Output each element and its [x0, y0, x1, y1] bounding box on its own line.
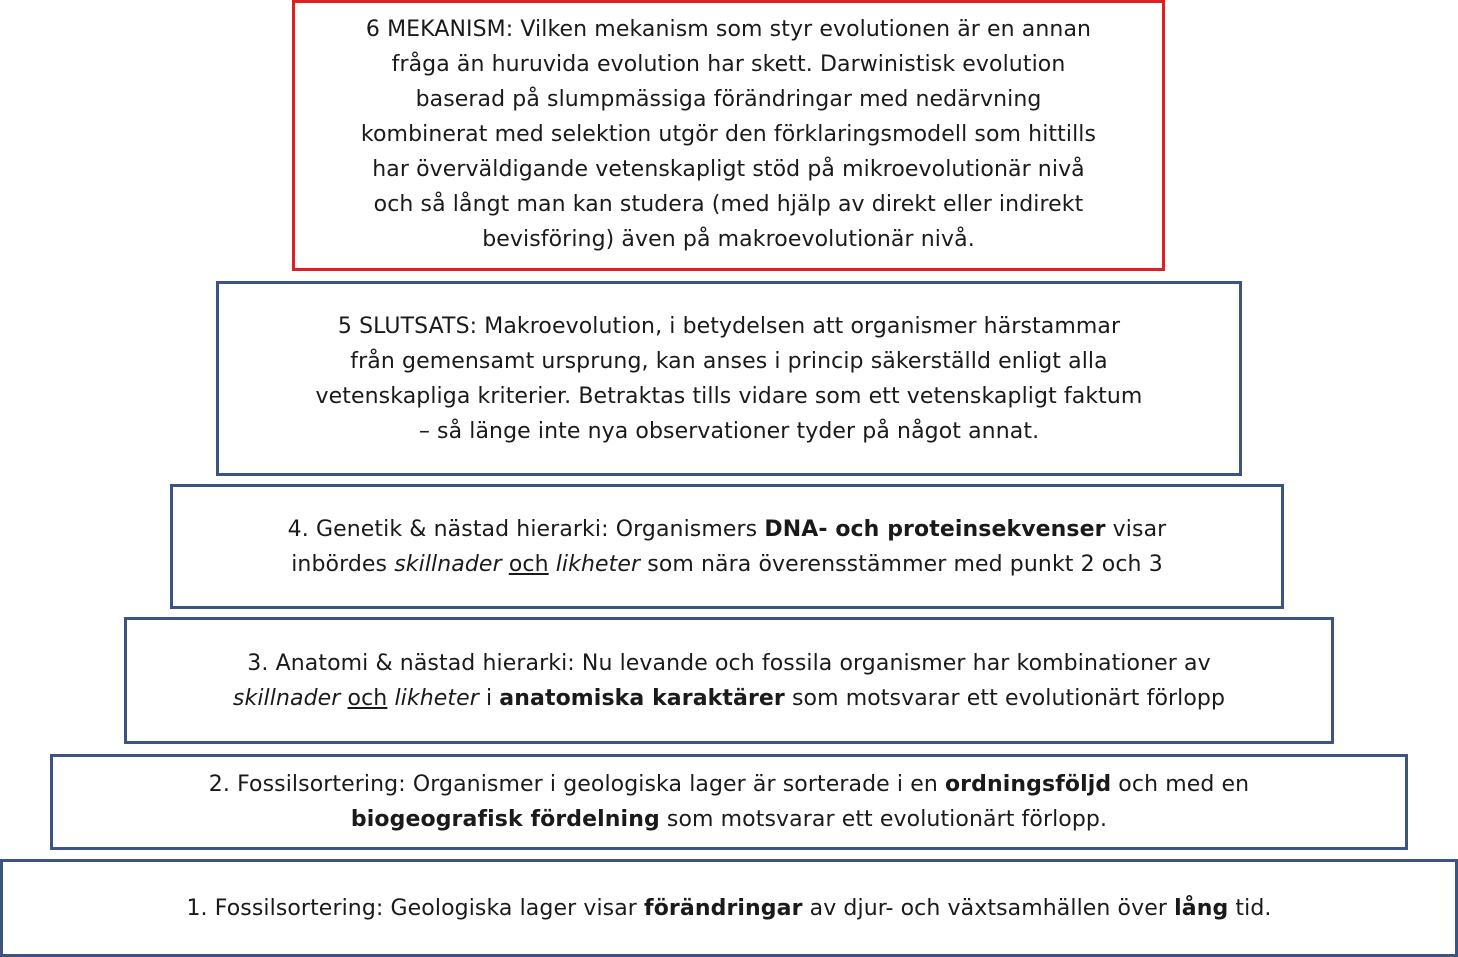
pyramid-level-4-genetik [170, 484, 1284, 609]
level-5-text: 5 SLUTSATS: Makroevolution, i betydelsen att organismer härstammar från gemensamt ursprung, kan anses i princip säkerställd enligt alla vetenskapliga kriterier. Betraktas tills vidare som ett vetenskapligt faktum – så länge inte nya observationer tyder på något annat. [315, 313, 1143, 444]
pyramid-level-1-fossilsortering [0, 859, 1458, 957]
pyramid-level-5-slutsats [216, 281, 1242, 476]
level-3-text: 3. Anatomi & nästad hierarki: Nu levande och fossila organismer har kombinationer av skillnader och likheter i anatomiska karaktärer som motsvarar ett evolutionärt förlopp [232, 650, 1226, 711]
level-2-text: 2. Fossilsortering: Organismer i geologiska lager är sorterade i en ordningsföljd och med en biogeografisk fördelning som motsvarar ett evolutionärt förlopp. [208, 772, 1250, 832]
level-1-text: 1. Fossilsortering: Geologiska lager visar förändringar av djur- och växtsamhällen över lång tid. [186, 895, 1272, 921]
pyramid-level-2-fossilsortering [50, 754, 1408, 850]
pyramid-level-6-mekanism [292, 0, 1165, 271]
pyramid-level-3-anatomi [124, 617, 1334, 744]
level-4-text: 4. Genetik & nästad hierarki: Organismers DNA- och proteinsekvenser visar inbördes skillnader och likheter som nära överensstämmer med punkt 2 och 3 [287, 516, 1167, 577]
level-6-text: 6 MEKANISM: Vilken mekanism som styr evolutionen är en annan fråga än huruvida evolution har skett. Darwinistisk evolution baserad på slumpmässiga förändringar med nedärvning kombinerat med selektion utgör den förklaringsmodell som hittills har överväldigande vetenskapligt stöd på mikroevolutionär nivå och så långt man kan studera (med hjälp av direkt eller indirekt bevisföring) även på makroevolutionär nivå. [360, 17, 1097, 252]
